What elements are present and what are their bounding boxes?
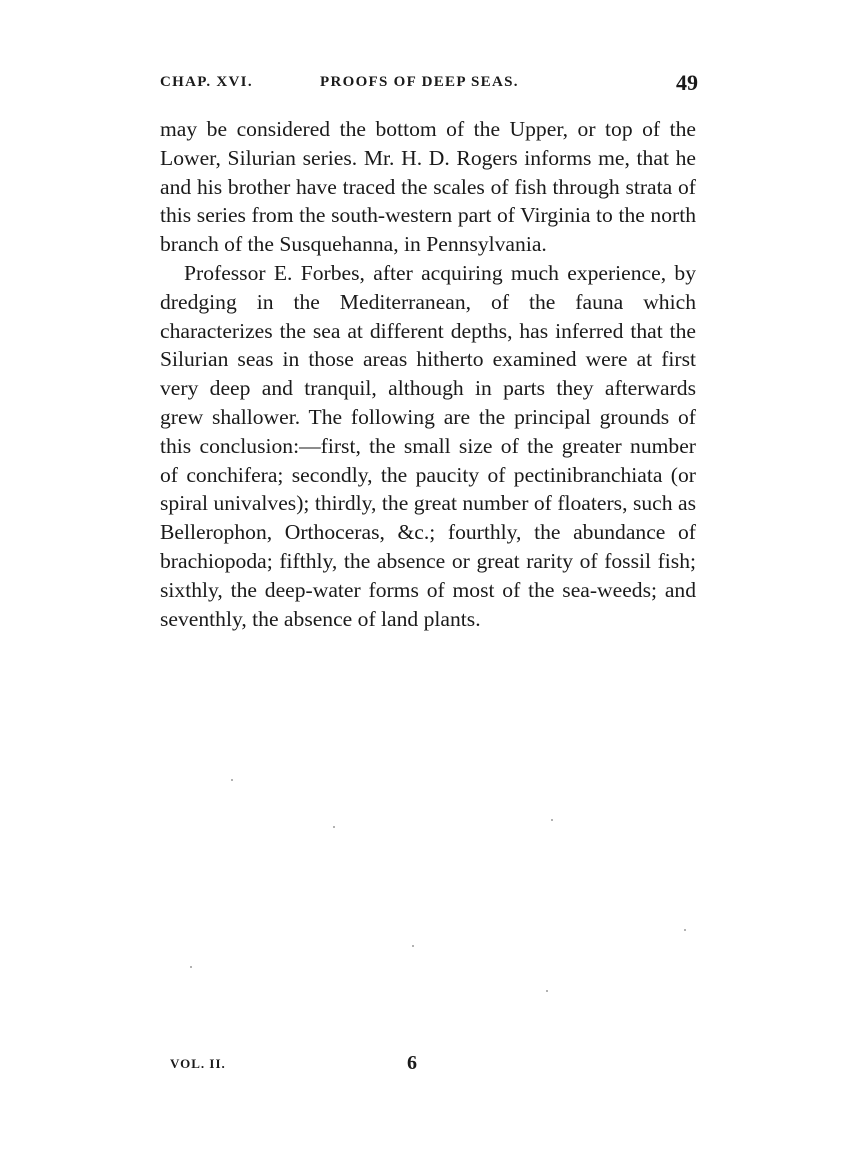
print-speck [412,945,414,947]
print-speck [546,990,548,992]
print-speck [551,819,553,821]
chapter-label: CHAP. XVI. [160,74,253,90]
paragraph-forbes: Professor E. Forbes, after acquiring much experience, by dredging in the Mediterranean, of the fauna which characterizes the sea at different depths, has inferred that the Silurian seas in those areas hitherto examined were at first very deep and tranquil, although in parts they afterwards grew shallower. The following are the principal grounds of this conclusion:—first, the small size of the greater number of conchifera; secondly, the paucity of pectinibranchiata (or spiral univalves); thirdly, the great number of floaters, such as Bellerophon, Orthoceras, &c.; fourthly, the abundance of brachiopoda; fifthly, the absence or great rarity of fossil fish; sixthly, the deep-water forms of most of the sea-weeds; and seventhly, the absence of land plants. [160,260,696,631]
body-text [160,115,696,633]
page-footer [170,1052,470,1086]
print-speck [333,826,335,828]
print-speck [190,966,192,968]
print-speck [684,929,686,931]
print-speck [231,779,233,781]
volume-label: VOL. II. [170,1056,226,1071]
paragraph-continued: may be considered the bottom of the Upper, or top of the Lower, Silurian series. Mr. H. D. Rogers informs me, that he and his brother have traced the scales of fish through strata of this series from the south-western part of Virginia to the north branch of the Susquehanna, in Pennsylvania. [160,117,696,257]
running-head [160,70,698,100]
running-title: PROOFS OF DEEP SEAS. [320,74,519,90]
signature-mark: 6 [407,1052,417,1074]
page-number: 49 [676,70,698,95]
